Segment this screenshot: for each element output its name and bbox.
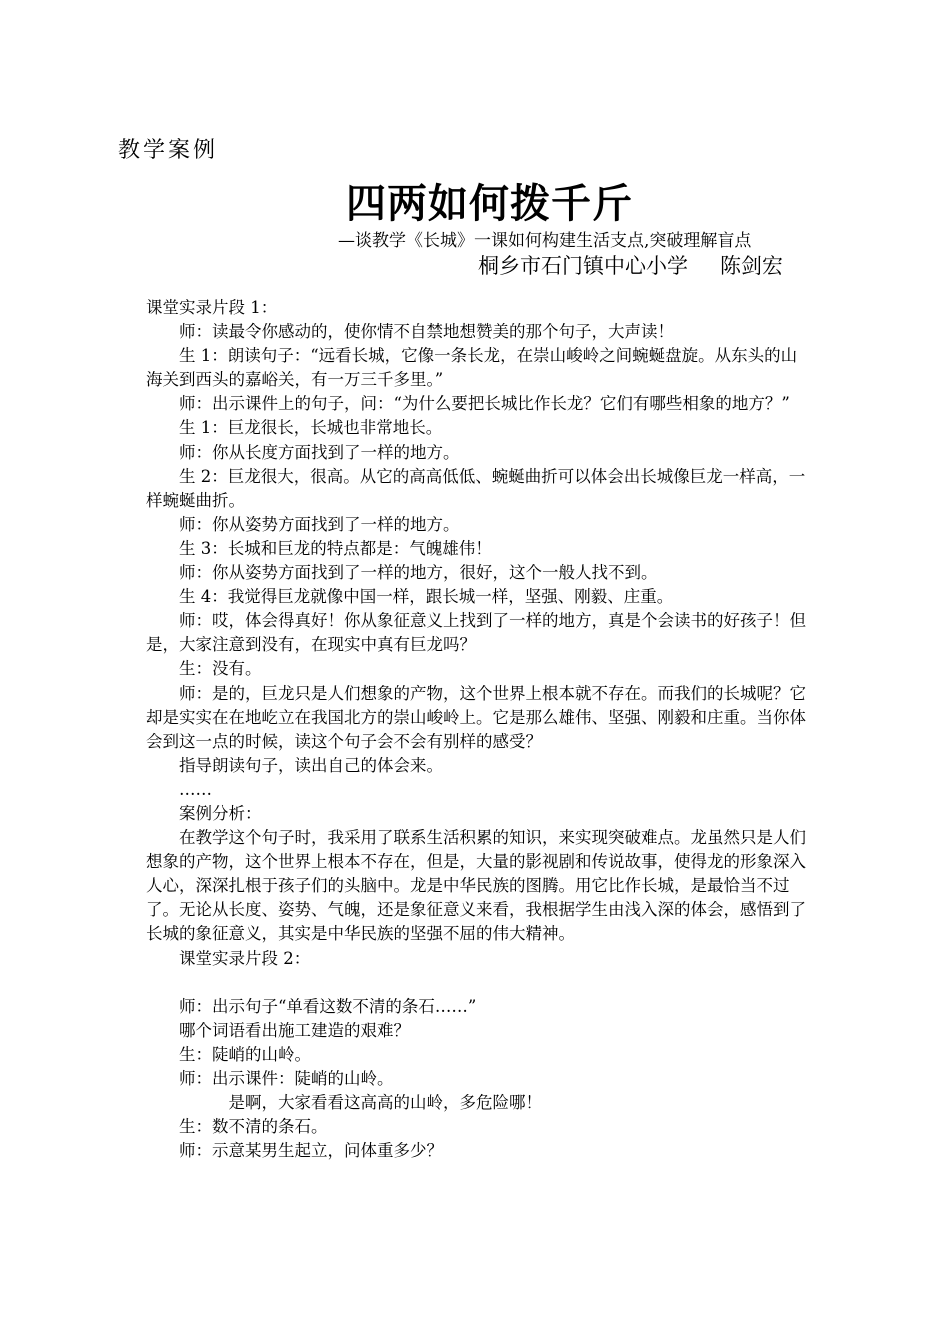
doc-kicker: 教学案例 (118, 138, 219, 163)
dialogue-line: 生 1：朗读句子：“远看长城，它像一条长龙，在崇山峻岭之间蜿蜒盘旋。从东头的山海关到西头的嘉峪关，有一万三千多里。” (146, 346, 798, 390)
dialogue-line: 生 3：长城和巨龙的特点都是：气魄雄伟！ (179, 538, 492, 558)
author-name: 陈剑宏 (720, 254, 783, 278)
segment2-heading: 课堂实录片段 2： (179, 948, 311, 968)
dialogue-line: 是啊，大家看看这高高的山岭，多危险哪！ (228, 1093, 542, 1112)
doc-title: 四两如何拨千斤 (346, 181, 633, 227)
dialogue-line: 生：没有。 (179, 659, 262, 679)
dialogue-line: 师：示意某男生起立，问体重多少？ (179, 1141, 443, 1161)
school-name: 桐乡市石门镇中心小学 (478, 254, 688, 278)
segment1-heading: 课堂实录片段 1： (146, 298, 278, 317)
dialogue-line: 生 4：我觉得巨龙就像中国一样，跟长城一样，坚强、刚毅、庄重。 (179, 587, 674, 607)
dialogue-line: 师：出示课件上的句子，问：“为什么要把长城比作长龙？它们有哪些相象的地方？” (179, 394, 790, 414)
dialogue-line: 生：陡峭的山岭。 (179, 1044, 311, 1064)
dialogue-line: 生：数不清的条石。 (179, 1117, 328, 1137)
dialogue-line: 指导朗读句子，读出自己的体会来。 (179, 755, 443, 775)
doc-subtitle: —谈教学《长城》一课如何构建生活支点,突破理解盲点 (338, 231, 752, 251)
dialogue-line: 师：哎，体会得真好！你从象征意义上找到了一样的地方，真是个会读书的好孩子！但是，大家注意到没有，在现实中真有巨龙吗？ (146, 611, 806, 655)
doc-body (146, 296, 808, 1163)
dialogue-line: 师：你从长度方面找到了一样的地方。 (179, 442, 460, 462)
dialogue-line: 师：你从姿势方面找到了一样的地方，很好，这个一般人找不到。 (179, 563, 658, 583)
dialogue-line: 哪个词语看出施工建造的艰难？ (179, 1020, 410, 1040)
dialogue-line: 师：你从姿势方面找到了一样的地方。 (179, 514, 460, 534)
ellipsis-line: …… (179, 779, 212, 799)
dialogue-line: 生 2：巨龙很大，很高。从它的高高低低、蜿蜒曲折可以体会出长城像巨龙一样高，一样蜿蜒曲折。 (146, 466, 806, 510)
doc-author-line (478, 250, 783, 280)
analysis-paragraph: 在教学这个句子时，我采用了联系生活积累的知识，来实现突破难点。龙虽然只是人们想象的产物，这个世界上根本不存在，但是，大量的影视剧和传说故事，使得龙的形象深入人心，深深扎根于孩子们的头脑中。龙是中华民族的图腾。用它比作长城，是最恰当不过了。无论从长度、姿势、气魄，还是象征意义来看，我根据学生由浅入深的体会，感悟到了长城的象征意义，其实是中华民族的坚强不屈的伟大精神。 (146, 828, 806, 944)
blank-line (146, 971, 808, 995)
analysis-heading: 案例分析： (179, 803, 262, 823)
dialogue-line: 师：出示课件：陡峭的山岭。 (179, 1068, 394, 1088)
dialogue-line: 师：是的，巨龙只是人们想象的产物，这个世界上根本就不存在。而我们的长城呢？它却是实实在在地屹立在我国北方的崇山峻岭上。它是那么雄伟、坚强、刚毅和庄重。当你体会到这一点的时候，读这个句子会不会有别样的感受？ (146, 683, 806, 751)
dialogue-line: 生 1：巨龙很长，长城也非常地长。 (179, 418, 443, 438)
dialogue-line: 师：读最令你感动的，使你情不自禁地想赞美的那个句子，大声读！ (179, 322, 674, 342)
dialogue-line: 师：出示句子“单看这数不清的条石……” (179, 996, 477, 1016)
